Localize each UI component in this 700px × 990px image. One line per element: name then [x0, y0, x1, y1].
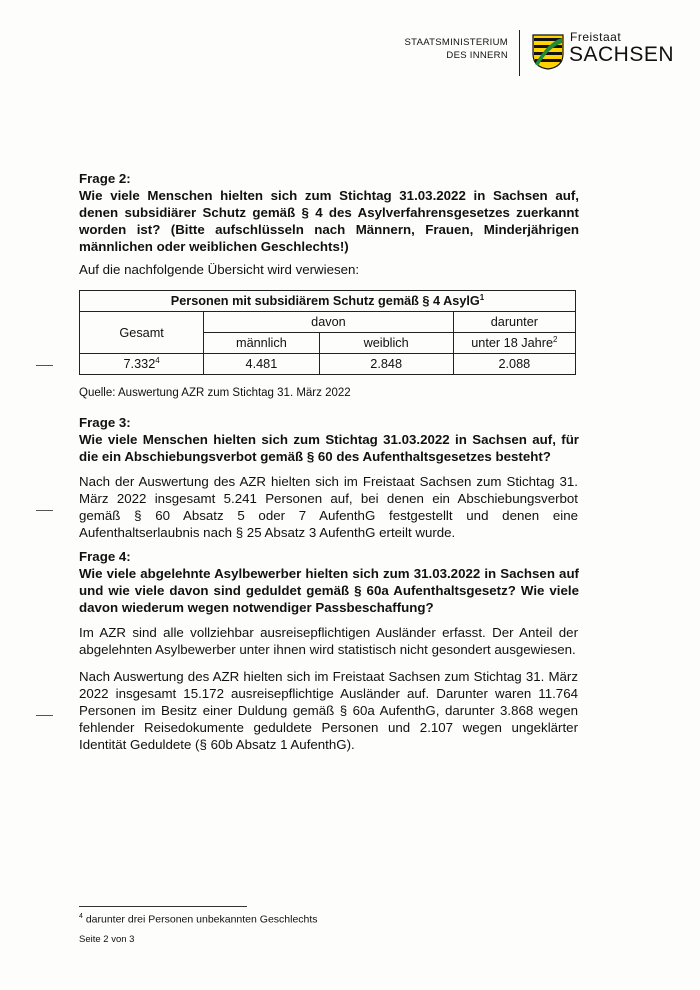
- margin-mark: [36, 715, 53, 716]
- header-davon: davon: [204, 312, 453, 333]
- state-name-small: Freistaat: [570, 30, 622, 44]
- question-3-text: Wie viele Menschen hielten sich zum Stichtag 31.03.2022 in Sachsen auf, für die ein Abschiebungsverbot gemäß § 60 des Aufenthaltsgesetzes besteht?: [79, 432, 579, 464]
- question-4-text: Wie viele abgelehnte Asylbewerber hielten sich zum 31.03.2022 in Sachsen auf und wie viele davon sind geduldet gemäß § 60a Aufenthaltsgesetz? Wie viele davon wiederum wegen notwendiger Passbeschaffung?: [79, 566, 579, 615]
- cell-weiblich: 2.848: [319, 354, 453, 375]
- header-unter-18: unter 18 Jahre$^2$: [453, 333, 575, 354]
- cell-gesamt: 7.332$^4$: [80, 354, 204, 375]
- table-source: Quelle: Auswertung AZR zum Stichtag 31. März 2022: [79, 387, 351, 399]
- header-weiblich: weiblich: [319, 333, 453, 354]
- margin-mark: [36, 365, 53, 366]
- cell-maennlich: 4.481: [204, 354, 319, 375]
- cell-unter-18: 2.088: [453, 354, 575, 375]
- question-2: [79, 170, 579, 255]
- ministry-name: STAATSMINISTERIUM DES INNERN: [404, 37, 508, 61]
- question-4-answer-2: Nach Auswertung des AZR hielten sich im Freistaat Sachsen zum Stichtag 31. März 2022 insgesamt 15.172 ausreisepflichtige Ausländer auf. Darunter waren 11.764 Personen im Besitz einer Duldung gemäß § 60a AufenthG, darunter 3.868 wegen fehlender Reisedokumente geduldete Personen und 2.107 wegen ungeklärter Identität Geduldete (§ 60b Absatz 1 AufenthG).: [79, 669, 578, 752]
- state-name-large: SACHSEN: [569, 43, 675, 66]
- question-2-text: Wie viele Menschen hielten sich zum Stichtag 31.03.2022 in Sachsen auf, denen subsidiärer Schutz gemäß § 4 des Asylverfahrensgesetzes zuerkannt worden ist? (Bitte aufschlüsseln nach Männern, Frauen, Minderjährigen männlichen oder weiblichen Geschlechts!): [79, 188, 579, 254]
- footnote: $^4$ darunter drei Personen unbekannten Geschlechts: [79, 913, 318, 926]
- header-darunter: darunter: [453, 312, 575, 333]
- question-4-title: Frage 4:: [79, 549, 131, 564]
- margin-mark: [36, 510, 53, 511]
- question-4-answer-1: Im AZR sind alle vollziehbar ausreisepflichtigen Ausländer erfasst. Der Anteil der abgelehnten Asylbewerber unter ihnen wird statistisch nicht gesondert ausgewiesen.: [79, 625, 578, 657]
- footnote-rule: [79, 906, 247, 907]
- question-2-intro: Auf die nachfolgende Übersicht wird verwiesen:: [79, 262, 360, 277]
- header-maennlich: männlich: [204, 333, 319, 354]
- page-number: Seite 2 von 3: [79, 934, 135, 945]
- question-4: [79, 548, 579, 616]
- letterhead-divider: [519, 30, 520, 76]
- saxony-coat-of-arms-logo: [532, 34, 564, 70]
- table-title: Personen mit subsidiärem Schutz gemäß § 4 AsylG$^1$: [80, 291, 576, 312]
- question-3-answer: Nach der Auswertung des AZR hielten sich im Freistaat Sachsen zum Stichtag 31. März 2022 insgesamt 5.241 Personen auf, bei denen ein Abschiebungsverbot gemäß § 60 Absatz 5 oder 7 AufenthG festgestellt und denen eine Aufenthaltserlaubnis nach § 25 Absatz 3 AufenthG erteilt wurde.: [79, 474, 578, 540]
- letterhead: [390, 30, 675, 80]
- subsidiary-protection-table: [79, 290, 576, 375]
- header-gesamt: Gesamt: [80, 312, 204, 354]
- question-3: [79, 414, 579, 465]
- question-3-title: Frage 3:: [79, 415, 131, 430]
- question-2-title: Frage 2:: [79, 171, 131, 186]
